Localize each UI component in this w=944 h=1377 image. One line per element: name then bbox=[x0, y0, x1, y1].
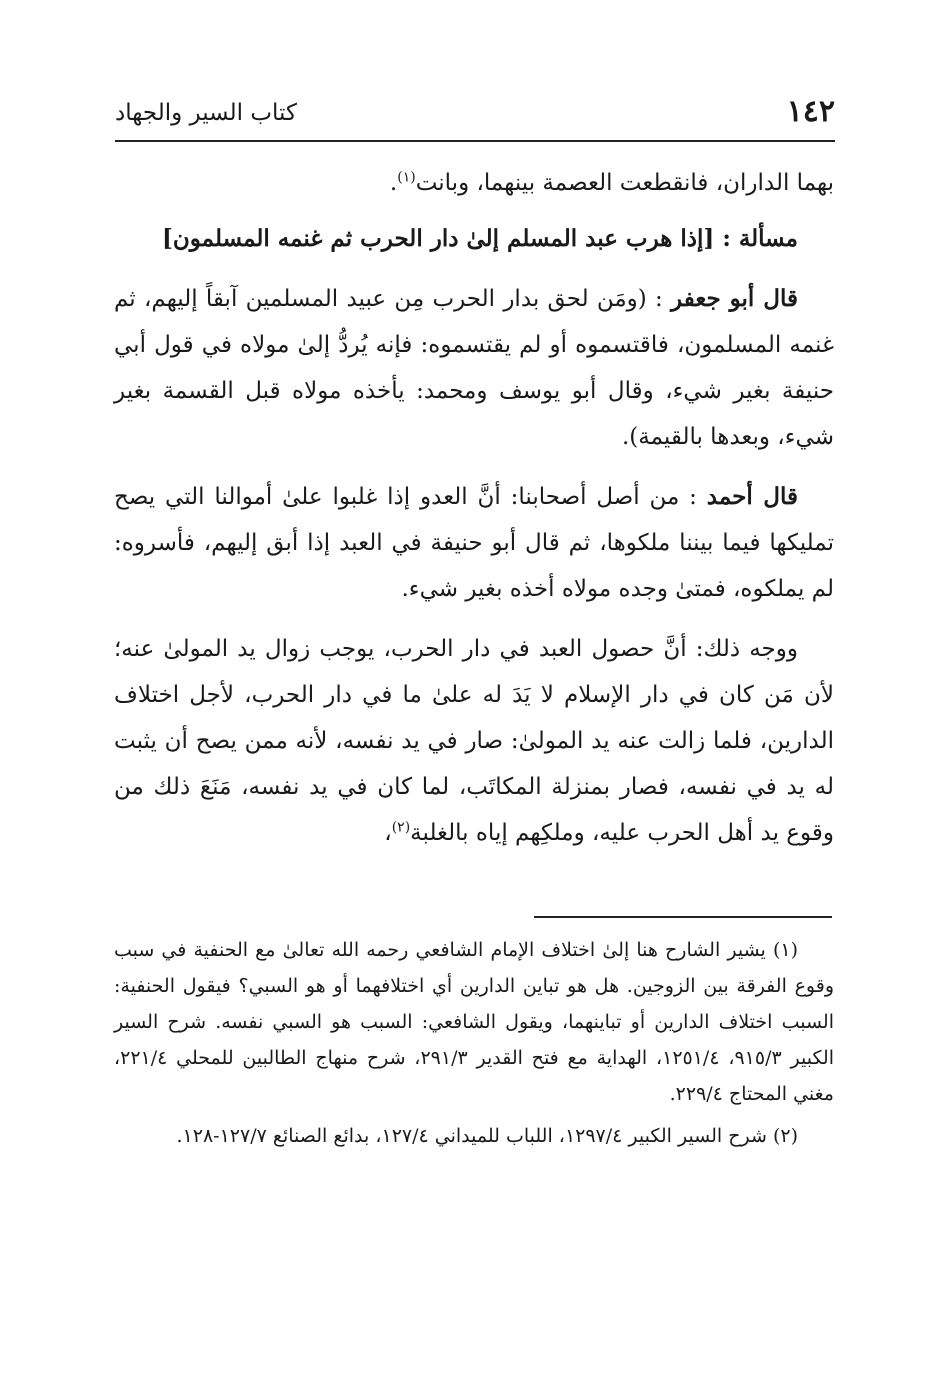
footnote-ref-1: (١) bbox=[397, 169, 416, 186]
paragraph-reasoning bbox=[114, 626, 834, 856]
footnotes bbox=[114, 932, 834, 1160]
paragraph-continuation bbox=[114, 160, 834, 206]
paragraph-abu-jafar bbox=[114, 276, 834, 460]
masala-heading: مسألة : [إذا هرب عبد المسلم إلىٰ دار الحرب ثم غنمه المسلمون] bbox=[162, 225, 798, 252]
continuation-end: . bbox=[389, 170, 398, 196]
abu-jafar-text: : (ومَن لحق بدار الحرب مِن عبيد المسلمين آبقاً إليهم، ثم غنمه المسلمون، فاقتسموه أو لم يقتسموه: فإنه يُردُّ إلىٰ مولاه في قول أبي حنيفة بغير شيء، وقال أبو يوسف ومحمد: يأخذه مولاه قبل القسمة بغير شيء، وبعدها بالقيمة). bbox=[114, 286, 834, 450]
footnote-2: (٢) شرح السير الكبير ١٢٩٧/٤، اللباب للميداني ١٢٧/٤، بدائع الصنائع ١٢٧/٧-١٢٨. bbox=[176, 1125, 798, 1147]
page-number: ١٤٢ bbox=[786, 94, 835, 129]
main-text bbox=[114, 160, 834, 870]
footnote-ref-2: (٢) bbox=[391, 819, 411, 836]
continuation-text: بهما الداران، فانقطعت العصمة بينهما، وبانت bbox=[415, 170, 834, 196]
speaker-abu-jafar: قال أبو جعفر bbox=[671, 285, 798, 312]
page-header bbox=[115, 92, 835, 142]
footnote-1: (١) يشير الشارح هنا إلىٰ اختلاف الإمام الشافعي رحمه الله تعالىٰ مع الحنفية في سبب وقوع الفرقة بين الزوجين. هل هو تباين الدارين أي اختلافهما أو هو السبي؟ فيقول الحنفية: السبب اختلاف الدارين أو تباينهما، ويقول الشافعي: السبب هو السبي نفسه. شرح السير الكبير ٩١٥/٣، ١٢٥١/٤، الهداية مع فتح القدير ٢٩١/٣، شرح منهاج الطالبين للمحلي ٢٢١/٤، مغني المحتاج ٢٢٩/٤. bbox=[114, 939, 834, 1105]
reasoning-end: ، bbox=[384, 820, 392, 846]
paragraph-ahmad bbox=[114, 474, 834, 612]
running-title: كتاب السير والجهاد bbox=[115, 100, 297, 126]
speaker-ahmad: قال أحمد bbox=[706, 483, 798, 510]
reasoning-text: ووجه ذلك: أنَّ حصول العبد في دار الحرب، يوجب زوال يد المولىٰ عنه؛ لأن مَن كان في دار الإسلام لا يَدَ له علىٰ ما في دار الحرب، لأجل اختلاف الدارين، فلما زالت عنه يد المولىٰ: صار في يد نفسه، لأنه ممن يصح أن يثبت له يد في نفسه، فصار بمنزلة المكاتَب، لما كان في يد نفسه، مَنَعَ ذلك من وقوع يد أهل الحرب عليه، وملكِهم إياه بالغلبة bbox=[114, 636, 834, 846]
ahmad-text: : من أصل أصحابنا: أنَّ العدو إذا غلبوا علىٰ أموالنا التي يصح تمليكها فيما بيننا ملكوها، ثم قال أبو حنيفة في العبد إذا أبق إليهم، فأسروه: لم يملكوه، فمتىٰ وجده مولاه أخذه بغير شيء. bbox=[114, 484, 834, 602]
footnote-separator bbox=[534, 916, 832, 918]
